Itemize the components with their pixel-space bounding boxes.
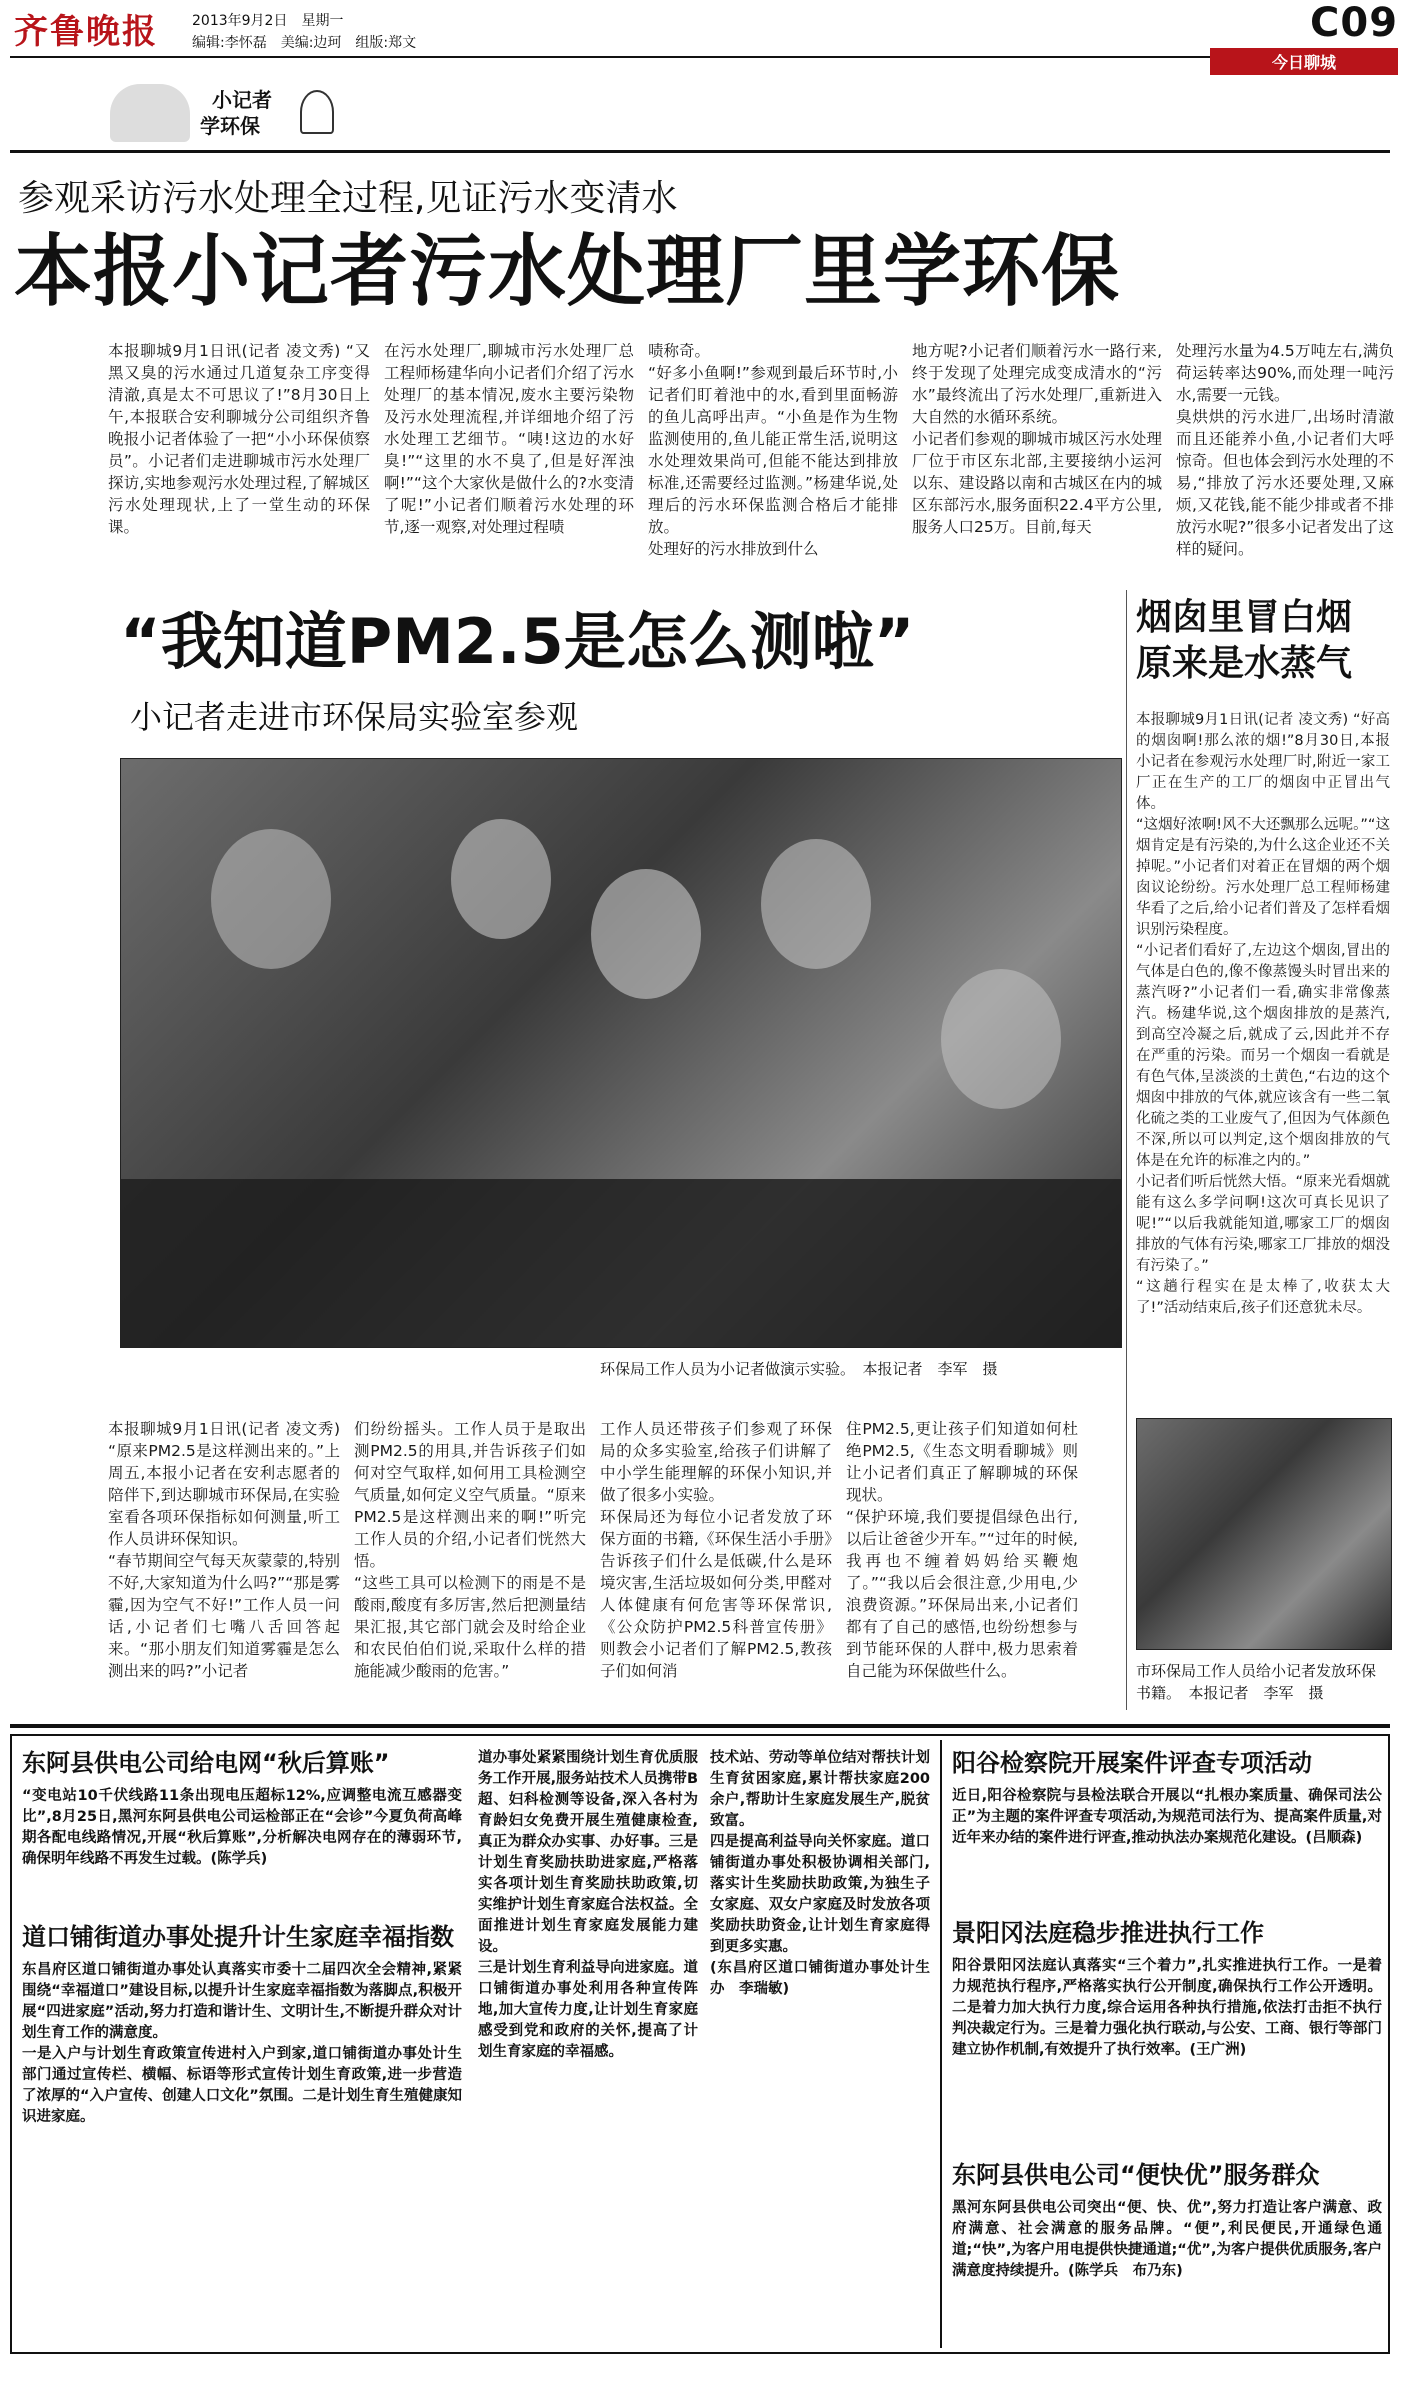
pm25-subtitle: 小记者走进市环保局实验室参观	[130, 698, 579, 736]
pm25-headline: “我知道PM2.5是怎么测啦”	[120, 605, 915, 678]
person-figure	[761, 839, 871, 969]
brief-text-procuratorate: 近日,阳谷检察院与县检法联合开展以“扎根办案质量、确保司法公正”为主题的案件评查专项活动,为规范司法行为、提高案件质量,对近年来办结的案件进行评查,推动执法办案规范化建设。(吕顺森)	[952, 1788, 1382, 1846]
lead-headline: 本报小记者污水处理厂里学环保	[14, 227, 1121, 317]
chimney-headline-2: 原来是水蒸气	[1136, 643, 1353, 684]
page-number: C09	[1310, 0, 1399, 46]
books-photo-caption: 市环保局工作人员给小记者发放环保书籍。 本报记者 李军 摄	[1136, 1662, 1377, 1702]
lab-bench	[121, 1179, 1121, 1347]
books-photo	[1136, 1418, 1392, 1650]
brief-title-court: 景阳冈法庭稳步推进执行工作	[952, 1919, 1264, 1947]
brief-text-family-planning: 东昌府区道口铺街道办事处认真落实市委十二届四次全会精神,紧紧围绕“幸福道口”建设目标,以提升计生家庭幸福指数为落脚点,积极开展“四进家庭”活动,努力打造和谐计生、文明计生,不断提升群众对计划生育工作的满意度。 一是入户与计划生育政策宣传进村入户到家,道口铺街道办事处计生部门通过宣传栏、横幅、标语等形式宣传计划生育政策,进一步营造了浓厚的“入户宣传、创建人口文化”氛围。二是计划生育生殖健康知识进家庭。	[22, 1962, 462, 2125]
brief-text-power-grid: “变电站10千伏线路11条出现电压超标12%,应调整电流互感器变比”,8月25日,黑河东阿县供电公司运检部正在“会诊”今夏负荷高峰期各配电线路情况,开展“秋后算账”,分析解决电网存在的薄弱环节,确保明年线路不再发生过载。(陈学兵)	[22, 1788, 462, 1867]
column-tag-line1: 小记者	[212, 88, 272, 112]
section-tag: 今日聊城	[1210, 48, 1398, 75]
leaf-icon	[300, 90, 334, 134]
brief-title-family-planning: 道口铺街道办事处提升计生家庭幸福指数	[22, 1923, 454, 1951]
pm25-column-2: 们纷纷摇头。工作人员于是取出测PM2.5的用具,并告诉孩子们如何对空气取样,如何用工具检测空气质量,如何定义空气质量。“原来PM2.5是这样测出来的啊!”听完工作人员的介绍,小记者们恍然大悟。 “这些工具可以检测下的雨是不是酸雨,酸度有多厉害,然后把测量结果汇报,其它部门就会及时给企业和农民伯伯们说,采取什么样的措施能减少酸雨的危害。”	[354, 1420, 586, 1680]
brief-title-service: 东阿县供电公司“便快优”服务群众	[952, 2161, 1320, 2189]
brief-text-col2: 道办事处紧紧围绕计划生育优质服务工作开展,服务站技术人员携带B超、妇科检测等设备,深入各村为育龄妇女免费开展生殖健康检查,真正为群众办实事、办好事。三是计划生育奖励扶助进家庭,严格落实各项计划生育奖励扶助政策,切实维护计划生育家庭合法权益。全面推进计划生育家庭发展能力建设。 三是计划生育利益导向进家庭。道口铺街道办事处利用各种宣传阵地,加大宣传力度,让计划生育家庭感受到党和政府的关怀,提高了计划生育家庭的幸福感。	[478, 1750, 698, 2060]
brief-text-col3: 技术站、劳动等单位结对帮扶计划生育贫困家庭,累计帮扶家庭200余户,帮助计生家庭发展生产,脱贫致富。 四是提高利益导向关怀家庭。道口铺街道办事处积极协调相关部门,落实计生奖励扶助政策,为独生子女家庭、双女户家庭及时发放各项奖励扶助资金,让计划生育家庭得到更多实惠。 (东昌府区道口铺街道办事处计生办 李瑞敏)	[710, 1750, 930, 1997]
sidebar-divider	[1126, 590, 1127, 1710]
briefs-divider	[940, 1740, 942, 2348]
brief-text-court: 阳谷景阳冈法庭认真落实“三个着力”,扎实推进执行工作。一是着力规范执行程序,严格落实执行公开制度,确保执行工作公开透明。二是着力加大执行力度,综合运用各种执行措施,依法打击拒不执行判决裁定行为。三是着力强化执行联动,与公安、工商、银行等部门建立协作机制,有效提升了执行效率。(王广洲)	[952, 1958, 1382, 2058]
pm25-column-4: 住PM2.5,更让孩子们知道如何杜绝PM2.5,《生态文明看聊城》则让小记者们真正了解聊城的环保现状。 “保护环境,我们要提倡绿色出行,以后让爸爸少开车。”“过年的时候,我再也不缠着妈妈给买鞭炮了。”“我以后会很注意,少用电,少浪费资源。”环保局出来,小记者们都有了自己的感悟,也纷纷想参与到节能环保的人群中,极力思索着自己能为环保做些什么。	[846, 1420, 1078, 1680]
person-figure	[591, 869, 701, 999]
pm25-column-3: 工作人员还带孩子们参观了环保局的众多实验室,给孩子们讲解了中小学生能理解的环保小知识,并做了很多小实验。 环保局还为每位小记者发放了环保方面的书籍,《环保生活小手册》告诉孩子们什么是低碳,什么是环境灾害,生活垃圾如何分类,甲醛对人体健康有何危害等环保常识,《公众防护PM2.5科普宣传册》则教会小记者们了解PM2.5,教孩子们如何消	[600, 1420, 832, 1680]
date-line: 2013年9月2日 星期一	[192, 13, 344, 29]
newspaper-brand: 齐鲁晚报	[14, 12, 158, 52]
lead-column-1: 本报聊城9月1日讯(记者 凌文秀) “又黑又臭的污水通过几道复杂工序变得清澈,真是太不可思议了!”8月30日上午,本报联合安利聊城分公司组织齐鲁晚报小记者体验了一把“小小环保侦察员”。小记者们走进聊城市污水处理厂探访,实地参观污水处理过程,了解城区污水处理现状,上了一堂生动的环保课。	[108, 342, 370, 536]
column-tag-line2: 学环保	[200, 114, 260, 138]
editors-line: 编辑:李怀磊 美编:边珂 组版:郑文	[192, 35, 417, 51]
brief-title-procuratorate: 阳谷检察院开展案件评查专项活动	[952, 1749, 1312, 1777]
person-figure	[941, 969, 1061, 1109]
lead-subtitle: 参观采访污水处理全过程,见证污水变清水	[18, 178, 678, 219]
bottom-rule	[10, 1724, 1390, 1728]
section-rule	[10, 150, 1390, 153]
person-figure	[451, 819, 551, 939]
lab-photo-caption: 环保局工作人员为小记者做演示实验。 本报记者 李军 摄	[600, 1360, 998, 1378]
header-rule	[10, 56, 1210, 58]
lab-photo	[120, 758, 1122, 1348]
brief-title-power-grid: 东阿县供电公司给电网“秋后算账”	[22, 1749, 390, 1777]
person-figure	[211, 829, 331, 969]
chimney-body: 本报聊城9月1日讯(记者 凌文秀) “好高的烟囱啊!那么浓的烟!”8月30日,本报小记者在参观污水处理厂时,附近一家工厂正在生产的工厂的烟囱中正冒出气体。 “这烟好浓啊!风不大还飘那么远呢。”“这烟肯定是有污染的,为什么这企业还不关掉呢。”小记者们对着正在冒烟的两个烟囱议论纷纷。污水处理厂总工程师杨建华看了之后,给小记者们普及了怎样看烟识别污染程度。 “小记者们看好了,左边这个烟囱,冒出的气体是白色的,像不像蒸馒头时冒出来的蒸汽呀?”小记者们一看,确实非常像蒸汽。杨建华说,这个烟囱排放的是蒸汽,到高空冷凝之后,就成了云,因此并不存在严重的污染。而另一个烟囱一看就是有色气体,呈淡淡的土黄色,“右边的这个烟囱中排放的气体,就应该含有一些二氧化硫之类的工业废气了,但因为气体颜色不深,所以可以判定,这个烟囱排放的气体是在允许的标准之内的。” 小记者们听后恍然大悟。“原来光看烟就能有这么多学问啊!这次可真长见识了呢!”“以后我就能知道,哪家工厂的烟囱排放的气体有污染,哪家工厂排放的烟没有污染了。” “这趟行程实在是太棒了,收获太大了!”活动结束后,孩子们还意犹未尽。	[1136, 712, 1391, 1316]
chimney-headline-1: 烟囱里冒白烟	[1136, 597, 1353, 638]
pm25-column-1: 本报聊城9月1日讯(记者 凌文秀) “原来PM2.5是这样测出来的。”上周五,本报小记者在安利志愿者的陪伴下,到达聊城市环保局,在实验室看各项环保指标如何测量,听工作人员讲环保知识。 “春节期间空气每天灰蒙蒙的,特别不好,大家知道为什么吗?”“那是雾霾,因为空气不好!”工作人员一问话,小记者们七嘴八舌回答起来。“那小朋友们知道雾霾是怎么测出来的吗?”小记者	[108, 1420, 340, 1680]
lead-column-3: 啧称奇。 “好多小鱼啊!”参观到最后环节时,小记者们盯着池中的水,看到里面畅游的鱼儿高呼出声。“小鱼是作为生物监测使用的,鱼儿能正常生活,说明这水处理效果尚可,但能不能达到排放标准,还需要经过监测。”杨建华说,处理后的污水环保监测合格后才能排放。 处理好的污水排放到什么	[648, 342, 898, 558]
lead-column-5: 处理污水量为4.5万吨左右,满负荷运转率达90%,而处理一吨污水,需要一元钱。 臭烘烘的污水进厂,出场时清澈而且还能养小鱼,小记者们大呼惊奇。但也体会到污水处理的不易,“排放了污水还要处理,又麻烦,又花钱,能不能少排或者不排放污水呢?”很多小记者发出了这样的疑问。	[1176, 342, 1394, 558]
lead-column-4: 地方呢?小记者们顺着污水一路行来,终于发现了处理完成变成清水的“污水”最终流出了污水处理厂,重新进入大自然的水循环系统。 小记者们参观的聊城市城区污水处理厂位于市区东北部,主要接纳小运河以东、建设路以南和古城区在内的城区东部污水,服务面积22.4平方公里,服务人口25万。目前,每天	[912, 342, 1162, 536]
lead-column-2: 在污水处理厂,聊城市污水处理厂总工程师杨建华向小记者们介绍了污水处理厂的基本情况,废水主要污染物及污水处理流程,并详细地介绍了污水处理工艺细节。“咦!这边的水好臭!”“这里的水不臭了,但是好浑浊啊!”“这个大家伙是做什么的?水变清了呢!”小记者们顺着污水处理的环节,逐一观察,对处理过程啧	[384, 342, 634, 536]
brief-text-service: 黑河东阿县供电公司突出“便、快、优”,努力打造让客户满意、政府满意、社会满意的服务品牌。“便”,利民便民,开通绿色通道;“快”,为客户用电提供快捷通道;“优”,为客户提供优质服务,客户满意度持续提升。(陈学兵 布乃东)	[952, 2200, 1382, 2279]
cartoon-kids-icon	[110, 84, 190, 142]
